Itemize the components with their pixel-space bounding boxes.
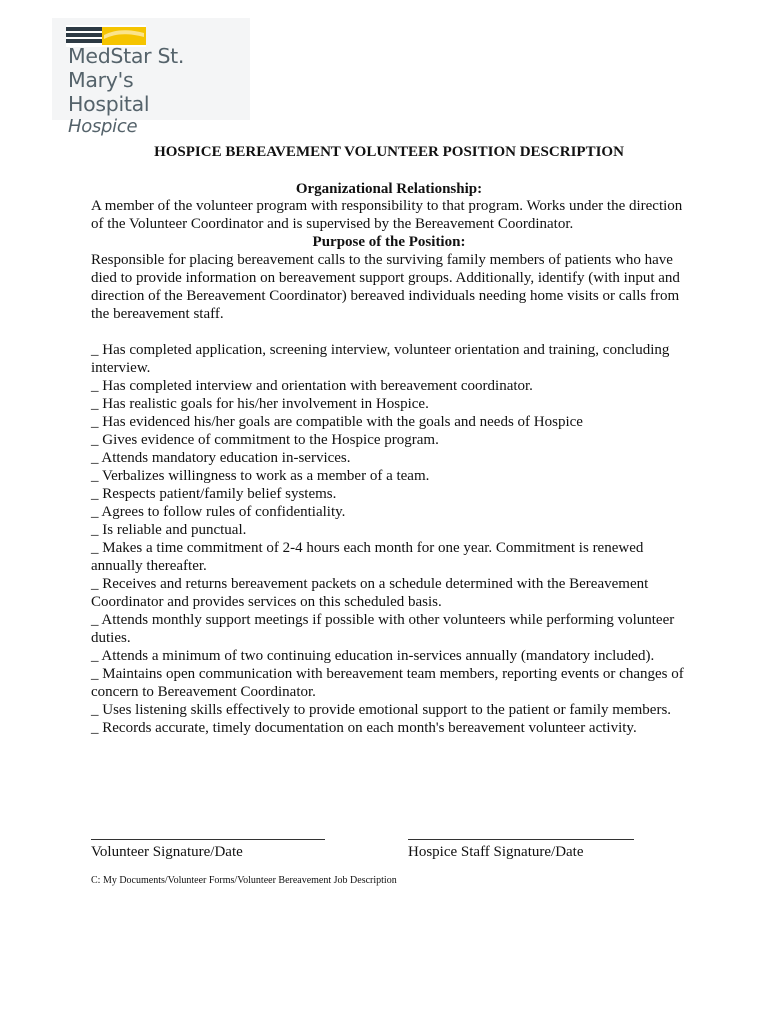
org-relationship-body: A member of the volunteer program with responsibility to that program. Works under the direction of the Volunteer Coordinator and is supervised by the Bereavement Coordinator. [91, 198, 683, 232]
staff-signature-label: Hospice Staff Signature/Date [408, 844, 584, 860]
logo-stripe-1 [66, 27, 102, 31]
list-item: _ Attends a minimum of two continuing education in-services annually (mandatory included). [91, 648, 655, 664]
requirements-list [91, 341, 691, 737]
logo-stripe-3 [66, 39, 102, 43]
list-item: _ Is reliable and punctual. [91, 522, 247, 538]
purpose-heading: Purpose of the Position: [312, 234, 466, 250]
list-item: _ Uses listening skills effectively to provide emotional support to the patient or family members. [91, 702, 672, 718]
logo-text [68, 44, 250, 138]
volunteer-signature-label: Volunteer Signature/Date [91, 844, 243, 860]
list-item: _ Has evidenced his/her goals are compatible with the goals and needs of Hospice [91, 414, 583, 430]
list-item: _ Has completed application, screening interview, volunteer orientation and training, concluding interview. [91, 342, 670, 376]
list-item: _ Attends mandatory education in-services. [91, 450, 351, 466]
list-item: _ Agrees to follow rules of confidentiality. [91, 504, 346, 520]
staff-signature-line[interactable] [408, 839, 634, 840]
list-item: _ Maintains open communication with bereavement team members, reporting events or changes of concern to Bereavement Coordinator. [91, 666, 684, 700]
list-item: _ Gives evidence of commitment to the Hospice program. [91, 432, 439, 448]
list-item: _ Verbalizes willingness to work as a member of a team. [91, 468, 430, 484]
logo-hospice-line: Hospice [68, 116, 138, 137]
hospital-logo [52, 18, 250, 137]
document-title: HOSPICE BEREAVEMENT VOLUNTEER POSITION DESCRIPTION [154, 144, 624, 160]
list-item: _ Attends monthly support meetings if possible with other volunteers while performing volunteer duties. [91, 612, 675, 646]
purpose-body: Responsible for placing bereavement calls to the surviving family members of patients who have died to provide information on bereavement support groups. Additionally, identify (with input and direction of the Bereavement Coordinator) bereaved individuals needing home visits or calls from the bereavement staff. [91, 252, 680, 322]
list-item: _ Makes a time commitment of 2-4 hours each month for one year. Commitment is renewed annually thereafter. [91, 540, 644, 574]
org-relationship-heading: Organizational Relationship: [295, 181, 483, 197]
list-item: _ Has realistic goals for his/her involvement in Hospice. [91, 396, 429, 412]
volunteer-signature-line[interactable] [91, 839, 325, 840]
list-item: _ Has completed interview and orientation with bereavement coordinator. [91, 378, 533, 394]
list-item: _ Records accurate, timely documentation on each month's bereavement volunteer activity. [91, 720, 637, 736]
footer-file-path: C: My Documents/Volunteer Forms/Volunteer Bereavement Job Description [91, 875, 397, 886]
logo-stripe-2 [66, 33, 102, 37]
logo-hospital-line: Hospital [68, 92, 150, 116]
list-item: _ Receives and returns bereavement packets on a schedule determined with the Bereavement Coordinator and provides services on this scheduled basis. [91, 576, 649, 610]
logo-name-line: MedStar St. Mary's [68, 44, 185, 92]
list-item: _ Respects patient/family belief systems. [91, 486, 337, 502]
